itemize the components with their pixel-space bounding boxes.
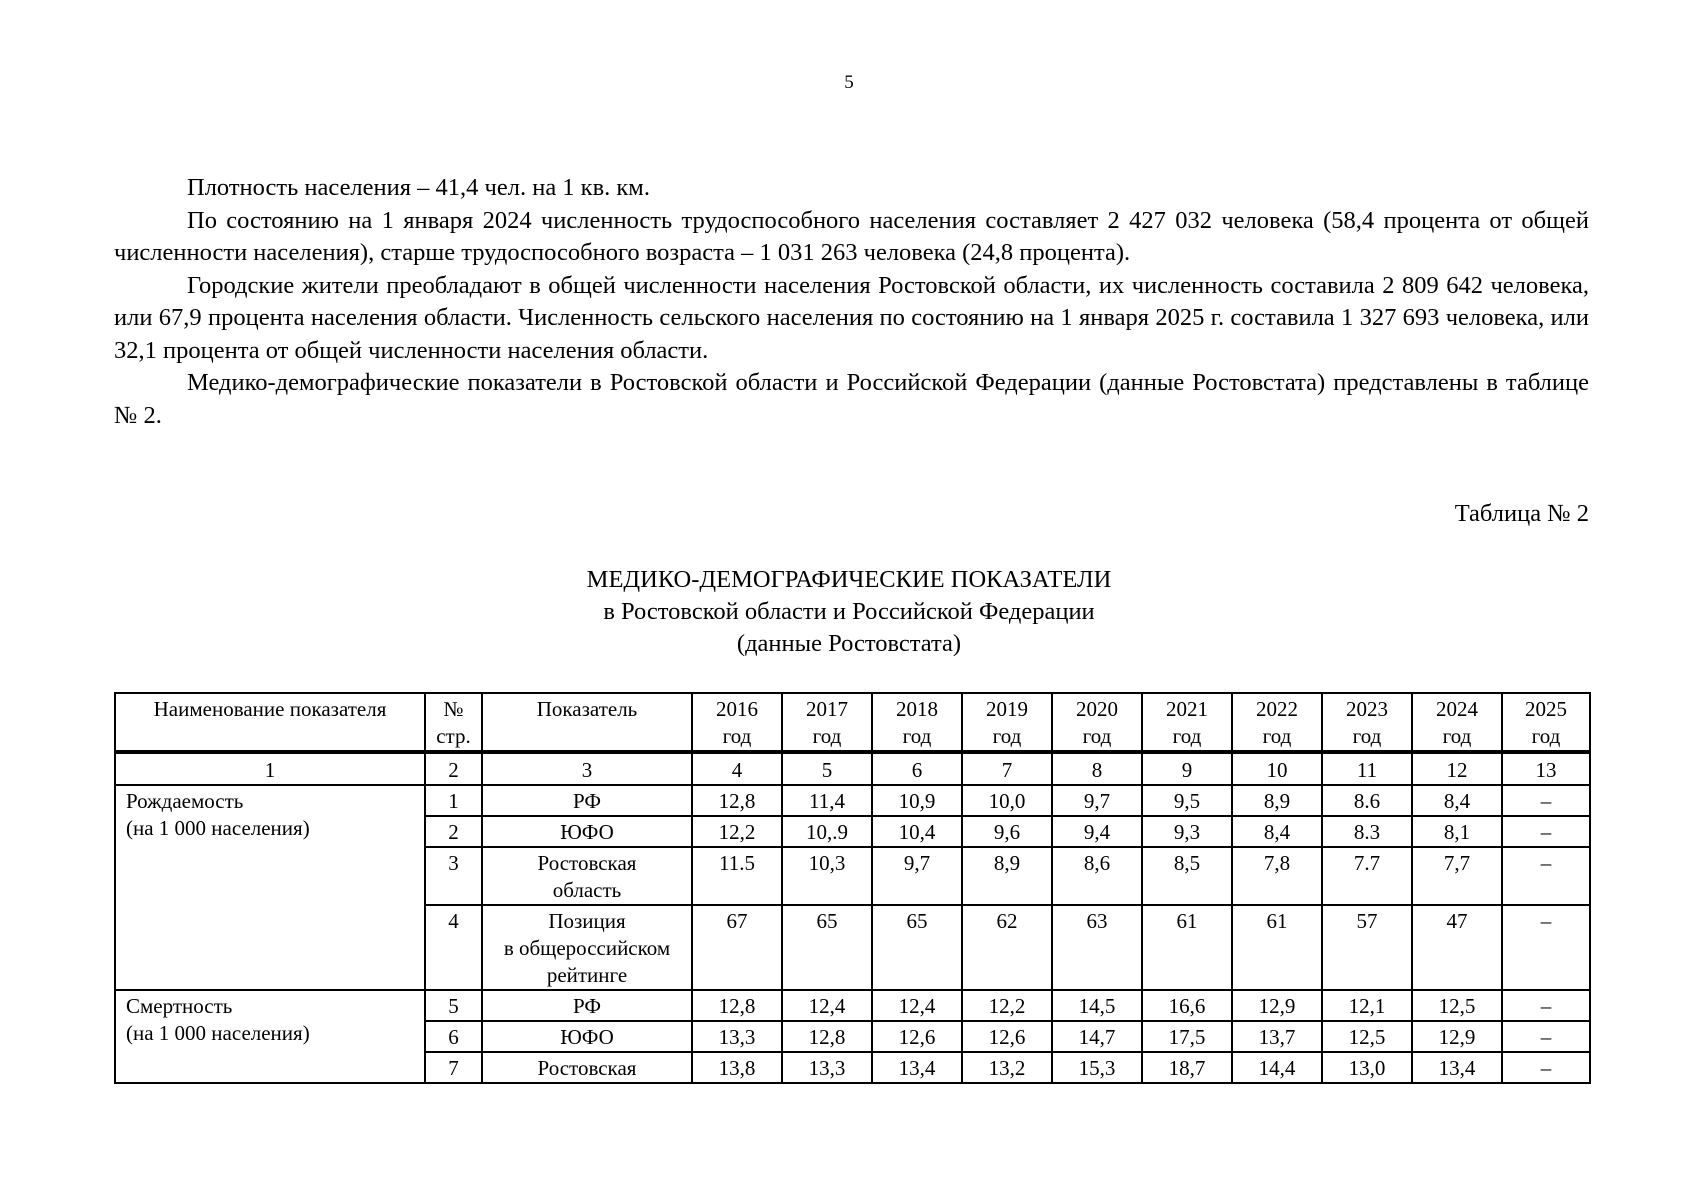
value-cell: 62 [962, 905, 1052, 990]
indicator-line: РФ [573, 789, 601, 813]
value-cell: 14,4 [1232, 1052, 1322, 1083]
indicator-line: область [552, 878, 622, 902]
value-cell: 8,1 [1412, 816, 1502, 847]
value-cell: 13,7 [1232, 1021, 1322, 1052]
value-cell: 12,9 [1412, 1021, 1502, 1052]
group-name [115, 990, 425, 1083]
value-cell: 11.5 [692, 847, 782, 905]
indicator-line: ЮФО [560, 820, 614, 844]
column-number: 11 [1322, 752, 1412, 785]
value-cell: – [1502, 785, 1590, 816]
value-cell: 9,7 [872, 847, 962, 905]
paragraph-density: Плотность населения – 41,4 чел. на 1 кв. км. [187, 174, 650, 201]
value-cell: 8.6 [1322, 785, 1412, 816]
header-year-suffix: год [1442, 724, 1472, 748]
row-number: 4 [425, 905, 482, 990]
indicator-line: Ростовская [537, 1056, 637, 1080]
value-cell: 13,8 [692, 1052, 782, 1083]
value-cell: – [1502, 816, 1590, 847]
group-name [115, 785, 425, 990]
header-year [1502, 693, 1590, 752]
header-row-number [425, 693, 482, 752]
value-cell: 57 [1322, 905, 1412, 990]
group-name-line-1: Рождаемость [126, 789, 244, 813]
header-year-suffix: год [902, 724, 932, 748]
indicator-cell [482, 816, 692, 847]
row-number: 1 [425, 785, 482, 816]
header-year [1232, 693, 1322, 752]
column-number: 10 [1232, 752, 1322, 785]
indicator-cell [482, 905, 692, 990]
value-cell: 12,1 [1322, 990, 1412, 1021]
value-cell: 7,8 [1232, 847, 1322, 905]
value-cell: 12,5 [1322, 1021, 1412, 1052]
value-cell: 65 [872, 905, 962, 990]
group-name-line-1: Смертность [126, 994, 233, 1018]
column-number: 4 [692, 752, 782, 785]
paragraph-table-intro: Медико-демографические показатели в Ростовской области и Российской Федерации (данные Ростовстата) представлены в таблице № 2. [114, 369, 1589, 429]
value-cell: 61 [1142, 905, 1232, 990]
table-container [114, 692, 1591, 1084]
header-year-value: 2020 [1076, 697, 1118, 721]
header-year-suffix: год [1172, 724, 1202, 748]
value-cell: 13,4 [1412, 1052, 1502, 1083]
demographic-table [114, 692, 1591, 1084]
value-cell: 12,4 [782, 990, 872, 1021]
indicator-line: РФ [573, 994, 601, 1018]
table-title-line-2: в Ростовской области и Российской Федерации [603, 598, 1095, 625]
header-year [1412, 693, 1502, 752]
column-number-row [115, 752, 1590, 785]
value-cell: 7.7 [1322, 847, 1412, 905]
column-number: 2 [425, 752, 482, 785]
value-cell: 12,8 [782, 1021, 872, 1052]
value-cell: 10,4 [872, 816, 962, 847]
value-cell: 10,9 [872, 785, 962, 816]
value-cell: 18,7 [1142, 1052, 1232, 1083]
column-number: 9 [1142, 752, 1232, 785]
indicator-line: Ростовская [537, 851, 637, 875]
row-number: 6 [425, 1021, 482, 1052]
value-cell: 12,8 [692, 990, 782, 1021]
paragraph-urban-rural: Городские жители преобладают в общей численности населения Ростовской области, их численность составила 2 809 642 человека, или 67,9 процента населения области. Численность сельского населения по состоянию на 1 января 2025 г. составила 1 327 693 человека, или 32,1 процента от общей численности населения области. [114, 271, 1589, 364]
table-header [115, 693, 1590, 752]
indicator-cell [482, 990, 692, 1021]
value-cell: 8,4 [1412, 785, 1502, 816]
group-name-line-2: (на 1 000 населения) [126, 816, 310, 840]
value-cell: 15,3 [1052, 1052, 1142, 1083]
header-name: Наименование показателя [115, 693, 425, 752]
value-cell: 16,6 [1142, 990, 1232, 1021]
value-cell: 63 [1052, 905, 1142, 990]
header-year [1322, 693, 1412, 752]
column-number: 5 [782, 752, 872, 785]
header-year-suffix: год [992, 724, 1022, 748]
header-year [1052, 693, 1142, 752]
value-cell: 11,4 [782, 785, 872, 816]
value-cell: 12,9 [1232, 990, 1322, 1021]
header-year-suffix: год [812, 724, 842, 748]
value-cell: 13,4 [872, 1052, 962, 1083]
column-number: 7 [962, 752, 1052, 785]
value-cell: 12,8 [692, 785, 782, 816]
value-cell: 13,2 [962, 1052, 1052, 1083]
header-year-value: 2021 [1166, 697, 1208, 721]
value-cell: 9,5 [1142, 785, 1232, 816]
value-cell: – [1502, 1021, 1590, 1052]
value-cell: 8.3 [1322, 816, 1412, 847]
indicator-cell [482, 1052, 692, 1083]
value-cell: 9,7 [1052, 785, 1142, 816]
value-cell: 9,6 [962, 816, 1052, 847]
row-number: 3 [425, 847, 482, 905]
header-year-value: 2025 [1525, 697, 1567, 721]
value-cell: – [1502, 905, 1590, 990]
value-cell: 12,2 [692, 816, 782, 847]
header-row-number-line-1: № [443, 697, 464, 721]
row-number: 5 [425, 990, 482, 1021]
value-cell: 8,5 [1142, 847, 1232, 905]
header-year-suffix: год [1082, 724, 1112, 748]
indicator-line: ЮФО [560, 1025, 614, 1049]
indicator-line: рейтинге [546, 963, 628, 987]
row-number: 2 [425, 816, 482, 847]
column-number: 8 [1052, 752, 1142, 785]
value-cell: 9,4 [1052, 816, 1142, 847]
value-cell: 67 [692, 905, 782, 990]
table-body [115, 752, 1590, 1083]
value-cell: 47 [1412, 905, 1502, 990]
value-cell: 13,3 [692, 1021, 782, 1052]
value-cell: 13,0 [1322, 1052, 1412, 1083]
value-cell: 9,3 [1142, 816, 1232, 847]
body-text [114, 172, 1589, 432]
column-number: 12 [1412, 752, 1502, 785]
value-cell: 10,0 [962, 785, 1052, 816]
table-row [115, 785, 1590, 816]
header-year-value: 2019 [986, 697, 1028, 721]
value-cell: 61 [1232, 905, 1322, 990]
value-cell: 12,5 [1412, 990, 1502, 1021]
table-title [0, 564, 1698, 660]
value-cell: 10,.9 [782, 816, 872, 847]
value-cell: 12,4 [872, 990, 962, 1021]
row-number: 7 [425, 1052, 482, 1083]
header-year [1142, 693, 1232, 752]
indicator-cell [482, 847, 692, 905]
value-cell: 10,3 [782, 847, 872, 905]
header-row [115, 693, 1590, 752]
group-name-line-2: (на 1 000 населения) [126, 1021, 310, 1045]
column-number: 13 [1502, 752, 1590, 785]
value-cell: 14,7 [1052, 1021, 1142, 1052]
value-cell: 12,2 [962, 990, 1052, 1021]
value-cell: 13,3 [782, 1052, 872, 1083]
header-year-value: 2023 [1346, 697, 1388, 721]
value-cell: 8,4 [1232, 816, 1322, 847]
page-number: 5 [844, 72, 854, 93]
column-number: 3 [482, 752, 692, 785]
value-cell: 65 [782, 905, 872, 990]
table-row [115, 990, 1590, 1021]
header-year-suffix: год [722, 724, 752, 748]
value-cell: – [1502, 990, 1590, 1021]
value-cell: 7,7 [1412, 847, 1502, 905]
header-year-suffix: год [1262, 724, 1292, 748]
header-year [872, 693, 962, 752]
table-caption: Таблица № 2 [1454, 500, 1589, 527]
header-year [782, 693, 872, 752]
header-year-suffix: год [1531, 724, 1561, 748]
table-title-line-3: (данные Ростовстата) [736, 630, 962, 657]
indicator-line: Позиция [548, 909, 626, 933]
header-indicator: Показатель [482, 693, 692, 752]
header-year-suffix: год [1352, 724, 1382, 748]
value-cell: 14,5 [1052, 990, 1142, 1021]
header-year-value: 2018 [896, 697, 938, 721]
value-cell: – [1502, 1052, 1590, 1083]
header-row-number-line-2: стр. [436, 724, 471, 748]
value-cell: 17,5 [1142, 1021, 1232, 1052]
table-title-line-1: МЕДИКО-ДЕМОГРАФИЧЕСКИЕ ПОКАЗАТЕЛИ [586, 566, 1112, 593]
indicator-cell [482, 1021, 692, 1052]
value-cell: 12,6 [872, 1021, 962, 1052]
header-year [962, 693, 1052, 752]
column-number: 1 [115, 752, 425, 785]
value-cell: 8,9 [1232, 785, 1322, 816]
header-year-value: 2024 [1436, 697, 1478, 721]
header-year-value: 2016 [716, 697, 758, 721]
header-year-value: 2022 [1256, 697, 1298, 721]
value-cell: – [1502, 847, 1590, 905]
header-year [692, 693, 782, 752]
column-number: 6 [872, 752, 962, 785]
indicator-line: в общероссийском [503, 936, 671, 960]
indicator-cell [482, 785, 692, 816]
value-cell: 8,9 [962, 847, 1052, 905]
value-cell: 8,6 [1052, 847, 1142, 905]
header-year-value: 2017 [806, 697, 848, 721]
value-cell: 12,6 [962, 1021, 1052, 1052]
paragraph-working-age: По состоянию на 1 января 2024 численность трудоспособного населения составляет 2 427 032 человека (58,4 процента от общей численности населения), старше трудоспособного возраста – 1 031 263 человека (24,8 процента). [114, 206, 1589, 266]
